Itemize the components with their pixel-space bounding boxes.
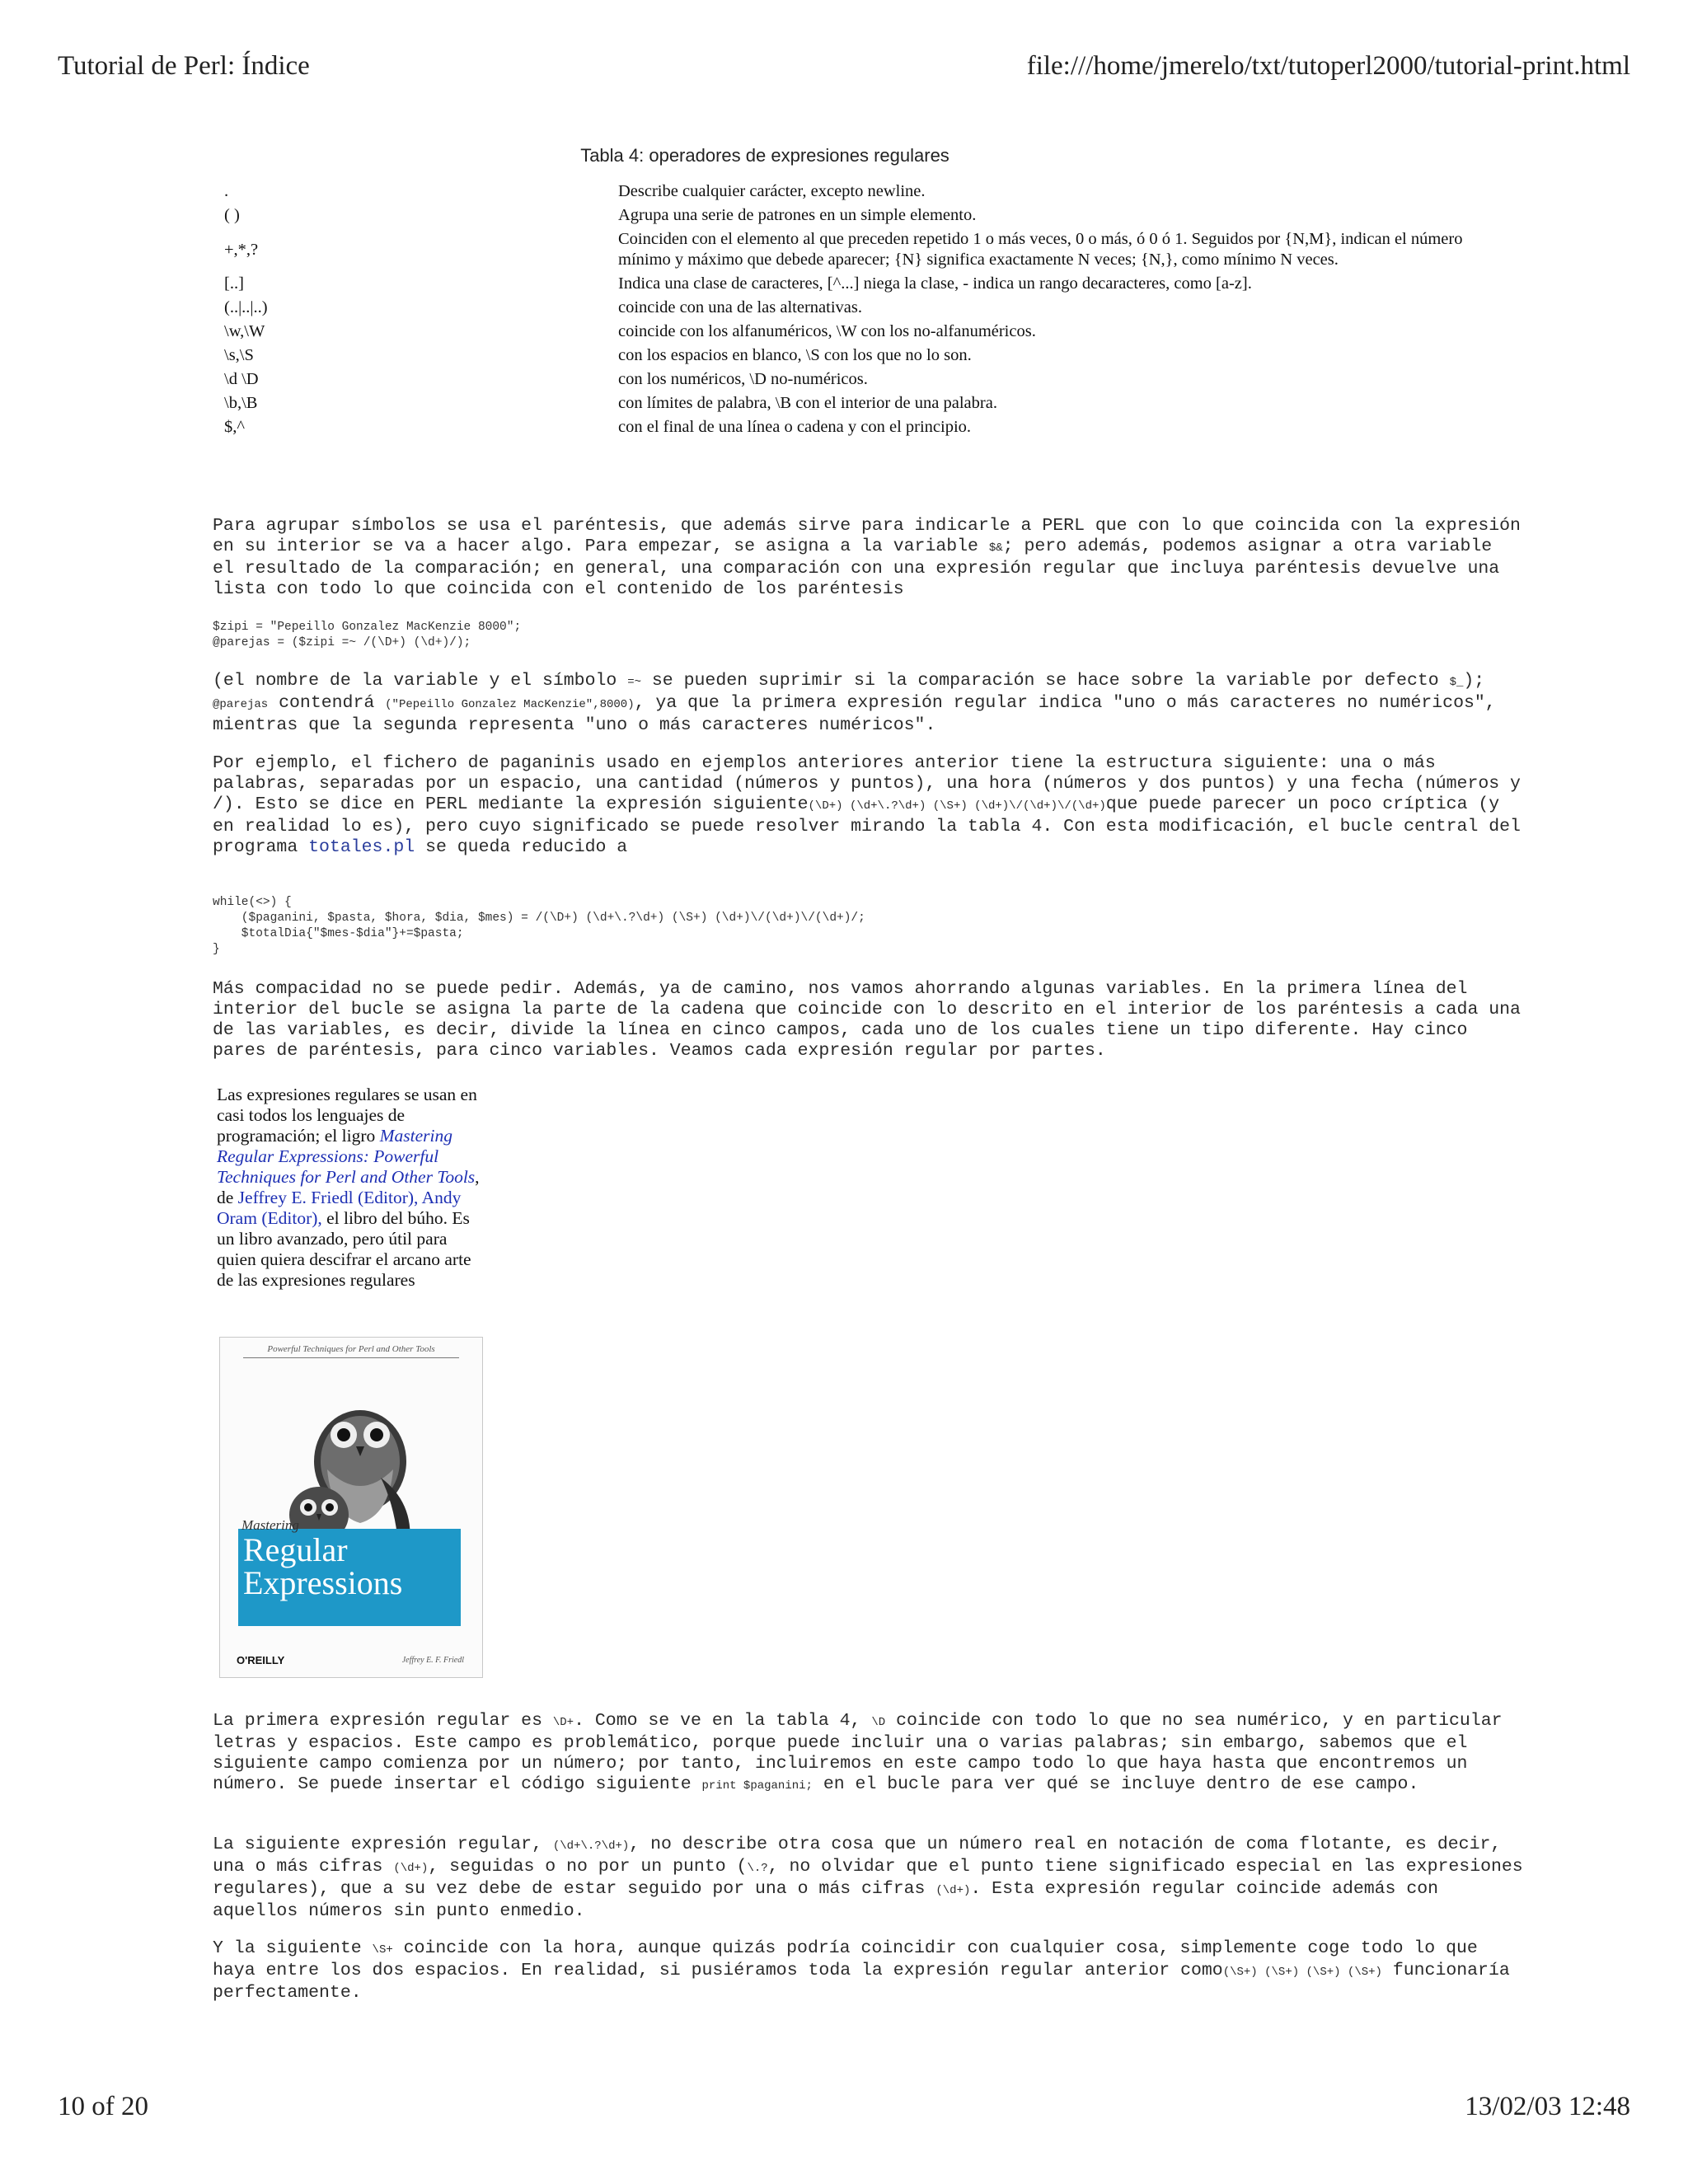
description-cell: coincide con los alfanuméricos, \W con los no-alfanuméricos. xyxy=(618,322,1036,340)
book-title-link[interactable]: Mastering Regular Expressions: Powerful Techniques for Perl and Other Tools xyxy=(217,1126,476,1187)
description-cell: Describe cualquier carácter, excepto newline. xyxy=(618,182,926,200)
inline-code: \.? xyxy=(747,1862,768,1875)
table-row xyxy=(213,344,1515,368)
publisher-logo: O'REILLY xyxy=(237,1654,285,1666)
operator-cell: +,*,? xyxy=(224,240,259,259)
operator-cell: \s,\S xyxy=(224,346,254,364)
inline-code: $& xyxy=(988,541,1003,555)
inline-code: \S+ xyxy=(372,1943,393,1957)
paragraph-grouping: Para agrupar símbolos se usa el paréntesis, que además sirve para indicarle a PERL que con lo que coincida con la expresión en su interior se va a hacer algo. Para empezar, se asigna a la variable $&; pero además, podemos asignar a otra variable el resultado de la comparación; en general, una comparación con una expresión regular que incluya paréntesis devuelve una lista con todo lo que coincida con el contenido de los paréntesis xyxy=(213,516,1521,599)
table-row xyxy=(213,272,1515,296)
description-cell: con límites de palabra, \B con el interior de una palabra. xyxy=(618,394,997,412)
table-row xyxy=(213,391,1515,415)
paragraph-compacidad: Más compacidad no se puede pedir. Además, ya de camino, nos vamos ahorrando algunas variables. En la primera línea del interior del bucle se asigna la parte de la cadena que coincide con lo descrito en el interior de los paréntesis a cada una de las variables, es decir, divide la línea en cinco campos, cada uno de los cuales tiene un tipo diferente. Hay cinco pares de paréntesis, para cinco variables. Veamos cada expresión regular por partes. xyxy=(213,979,1521,1061)
page-header-title: Tutorial de Perl: Índice xyxy=(58,51,310,81)
sidebar-note: Las expresiones regulares se usan en casi todos los lenguajes de programación; el ligro Mastering Regular Expressions: Powerful Techniques for Perl and Other Tools, de Jeffrey E. Friedl (Editor), Andy Oram (Editor), el libro del búho. Es un libro avanzado, pero útil para quien quiera descifrar el arcano arte de las expresiones regulares xyxy=(217,1085,480,1290)
author-link-oram[interactable]: Andy Oram (Editor), xyxy=(217,1188,462,1228)
description-cell: con el final de una línea o cadena y con el principio. xyxy=(618,418,972,436)
table-row xyxy=(213,227,1515,272)
inline-code: (\d+) xyxy=(935,1884,971,1897)
inline-code: (\S+) (\S+) (\S+) (\S+) xyxy=(1222,1966,1382,1979)
description-cell: con los numéricos, \D no-numéricos. xyxy=(618,370,868,388)
inline-code: ("Pepeillo Gonzalez MacKenzie",8000) xyxy=(385,698,635,711)
totales-link[interactable]: totales.pl xyxy=(308,837,415,857)
paragraph-third-regex: Y la siguiente \S+ coincide con la hora, aunque quizás podría coincidir con cualquier cosa, simplemente coge todo lo que haya entre los dos espacios. En realidad, si pusiéramos toda la expresión regular anterior como(\S+) (\S+) (\S+) (\S+) funcionaría perfectamente. xyxy=(213,1938,1510,2003)
paragraph-example-paganinis: Por ejemplo, el fichero de paganinis usado en ejemplos anteriores anterior tiene la estructura siguiente: una o más palabras, separadas por un espacio, una cantidad (números y puntos), una hora (números y dos puntos) y una fecha (números y /). Esto se dice en PERL mediante la expresión siguiente(\D+) (\d+\.?\d+) (\S+) (\d+)\/(\d+)\/(\d+)que puede parecer un poco críptica (y en realidad lo es), pero cuyo significado se puede resolver mirando la tabla 4. Con esta modificación, el bucle central del programa totales.pl se queda reducido a xyxy=(213,753,1521,857)
page-header-url: file:///home/jmerelo/txt/tutoperl2000/tutorial-print.html xyxy=(1026,51,1630,81)
operator-cell: . xyxy=(224,182,229,200)
operator-cell: [..] xyxy=(224,274,244,293)
author-link-friedl[interactable]: Jeffrey E. Friedl (Editor), xyxy=(237,1188,419,1207)
paragraph-second-regex: La siguiente expresión regular, (\d+\.?\d+), no describe otra cosa que un número real en notación de coma flotante, es decir, una o más cifras (\d+), seguidas o no por un punto (\.?, no olvidar que el punto tiene significado especial en las expresiones regulares), que a su vez debe de estar seguido por una o más cifras (\d+). Esta expresión regular coincide además con aquellos números sin punto enmedio. xyxy=(213,1835,1523,1921)
regex-operators-table xyxy=(213,180,1515,439)
operator-cell: \d \D xyxy=(224,370,259,388)
description-cell: Coinciden con el elemento al que preceden repetido 1 o más veces, 0 o más, ó 0 ó 1. Seguidos por {N,M}, indican el número mínimo y máximo que debede aparecer; {N} significa exactamente N veces; {N,}, como mínimo N veces. xyxy=(618,230,1463,269)
table-row xyxy=(213,180,1515,204)
code-block-while: while(<>) { ($paganini, $pasta, $hora, $dia, $mes) = /(\D+) (\d+\.?\d+) (\S+) (\d+)\/(\d+)\/(\d+)/; $totalDia{"$mes-$dia"}+=$pasta; } xyxy=(213,896,865,956)
table-row xyxy=(213,415,1515,439)
cover-title-regular: Regular xyxy=(243,1531,348,1568)
operator-cell: \w,\W xyxy=(224,322,265,340)
code-block-zipi: $zipi = "Pepeillo Gonzalez MacKenzie 8000"; @parejas = ($zipi =~ /(\D+) (\d+)/); xyxy=(213,621,522,649)
inline-code: (\d+\.?\d+) xyxy=(552,1840,630,1853)
owl-illustration xyxy=(220,1338,482,1677)
book-cover-image[interactable] xyxy=(219,1337,483,1678)
paragraph-variable-name: (el nombre de la variable y el símbolo =~ se pueden suprimir si la comparación se hace sobre la variable por defecto $_); @parejas contendrá ("Pepeillo Gonzalez MacKenzie",8000), ya que la primera expresión regular indica "uno o más caracteres no numéricos", mientras que la segunda representa "uno o más caracteres numéricos". xyxy=(213,671,1496,735)
cover-mastering: Mastering xyxy=(241,1517,299,1533)
inline-code: $_ xyxy=(1449,676,1464,689)
description-cell: coincide con una de las alternativas. xyxy=(618,298,862,316)
description-cell: Agrupa una serie de patrones en un simple elemento. xyxy=(618,206,977,224)
operator-cell: (..|..|..) xyxy=(224,298,268,316)
book-tagline: Powerful Techniques for Perl and Other Tools xyxy=(267,1344,435,1354)
page-counter: 10 of 20 xyxy=(58,2092,148,2121)
table-row xyxy=(213,204,1515,227)
table-row xyxy=(213,296,1515,320)
inline-code: @parejas xyxy=(213,698,269,711)
table-row xyxy=(213,320,1515,344)
paragraph-first-regex: La primera expresión regular es \D+. Como se ve en la tabla 4, \D coincide con todo lo que no sea numérico, y en particular letras y espacios. Este campo es problemático, porque puede incluir una o varias palabras; sin embargo, sabemos que el siguiente campo comienza por un número; por tanto, incluiremos en este campo todo lo que haya hasta que encontremos un número. Se puede insertar el código siguiente print $paganini; en el bucle para ver qué se incluye dentro de ese campo. xyxy=(213,1711,1503,1794)
inline-code: \D xyxy=(871,1716,886,1729)
inline-code: (\d+) xyxy=(393,1862,429,1875)
description-cell: con los espacios en blanco, \S con los que no lo son. xyxy=(618,346,972,364)
inline-code: =~ xyxy=(627,676,641,689)
print-timestamp: 13/02/03 12:48 xyxy=(1465,2092,1630,2121)
operator-cell: ( ) xyxy=(224,206,240,224)
inline-code: print $paganini; xyxy=(701,1779,813,1793)
inline-code: \D+ xyxy=(552,1716,574,1729)
operator-cell: $,^ xyxy=(224,418,245,436)
table-caption: Tabla 4: operadores de expresiones regulares xyxy=(580,145,950,166)
cover-author: Jeffrey E. F. Friedl xyxy=(401,1656,464,1665)
description-cell: Indica una clase de caracteres, [^...] niega la clase, - indica un rango decaracteres, como [a-z]. xyxy=(618,274,1252,293)
inline-code: (\D+) (\d+\.?\d+) (\S+) (\d+)\/(\d+)\/(\d+) xyxy=(808,799,1106,813)
operator-cell: \b,\B xyxy=(224,394,258,412)
table-row xyxy=(213,368,1515,391)
cover-title-expressions: Expressions xyxy=(243,1564,403,1601)
